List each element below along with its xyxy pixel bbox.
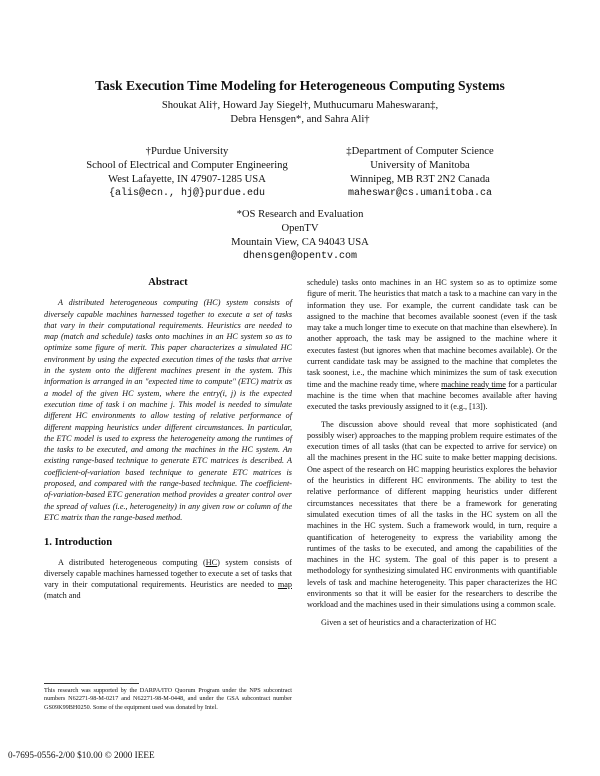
affiliation-email: {alis@ecn., hj@}purdue.edu bbox=[108, 188, 266, 199]
affiliation-line: West Lafayette, IN 47907-1285 USA bbox=[108, 174, 266, 185]
affiliation-opentv bbox=[0, 208, 600, 264]
affiliation-manitoba bbox=[300, 145, 540, 201]
affiliation-line: OpenTV bbox=[281, 223, 319, 234]
abstract-text: A distributed heterogeneous computing (HC) system consists of diversely capable machines harnessed together to execute a set of tasks that vary in their computational requirements. Heuristics are needed to map (match and schedule) tasks onto machines in an HC system so as to optimize some figure of merit. This paper characterizes a simulated HC environment by using the expected execution times of the tasks that arrive in the system onto the different machines present in the system. This information is arranged in an "expected time to compute" (ETC) matrix as a model of the given HC system, where the entry(i, j) is the expected execution time of task i on machine j. This model is needed to simulate different HC environments to allow testing of relative performance of different mapping heuristics under different circumstances. In particular, the ETC model is used to express the heterogeneity among the runtimes of the tasks to be executed, and among the machines in the HC system. An existing range-based technique to generate ETC matrices is described. A coefficient-of-variation based technique to generate ETC matrices is proposed, and compared with the range-based technique. The coefficient-of-variation-based ETC generation method provides a greater control over the spread of values (i.e., heterogeneity) in any given row or column of the ETC matrix than the range-based method. bbox=[44, 298, 292, 522]
map-term: map bbox=[277, 580, 292, 590]
footnote-divider bbox=[44, 683, 139, 684]
affiliation-line: School of Electrical and Computer Engineering bbox=[86, 160, 288, 171]
author-list bbox=[0, 99, 600, 127]
author-line-1: Shoukat Ali†, Howard Jay Siegel†, Muthucumaru Maheswaran‡, bbox=[161, 100, 439, 111]
affiliation-purdue bbox=[62, 145, 312, 201]
right-column bbox=[307, 277, 557, 628]
introduction-paragraph bbox=[44, 557, 292, 602]
text-run: for a particular machine is the time when that machine becomes available after having executed the tasks previously assigned to it (e.g., [13]). bbox=[307, 379, 557, 412]
affiliation-line: University of Manitoba bbox=[370, 160, 470, 171]
introduction-heading: 1. Introduction bbox=[44, 537, 113, 549]
left-column bbox=[44, 277, 292, 602]
text-run: ) system consists of diversely capable machines harnessed together to execute a set of tasks that vary in their computational requirements. Heuristics are needed to bbox=[44, 557, 292, 590]
hc-term: HC bbox=[205, 557, 218, 567]
affiliation-line: †Purdue University bbox=[145, 146, 229, 157]
body-paragraph: The discussion above should reveal that more sophisticated (and possibly wiser) approaches to the mapping problem require estimates of the execution times of all tasks (that can be expected to arrive for service) on all the machines present in the HC suite to make better mapping decisions. One aspect of the research on HC mapping heuristics explores the behavior of the heuristics in different HC environments. The ability to test the relative performance of different mapping heuristics under different circumstances necessitates that there be a framework for generating simulated execution times of all the tasks in the HC system on all the machines in the HC system. Such a framework would, in turn, require a quantification of heterogeneity to express the variability among the runtimes of the tasks to be executed, and among the capabilities of the machines in the HC system. The goal of this paper is to present a methodology for synthesizing simulated HC environments with quantifiable levels of task and machine heterogeneity. This paper characterizes the HC environments so that it will be easier for the researchers to describe the workload and the machines used in their simulations using a common scale. bbox=[307, 419, 557, 610]
author-line-2: Debra Hensgen*, and Sahra Ali† bbox=[230, 114, 370, 125]
copyright-notice: 0-7695-0556-2/00 $10.00 © 2000 IEEE bbox=[8, 750, 155, 760]
body-paragraph bbox=[307, 277, 557, 413]
affiliation-email: dhensgen@opentv.com bbox=[242, 251, 358, 262]
paper-title: Task Execution Time Modeling for Heterogeneous Computing Systems bbox=[95, 78, 505, 93]
affiliation-line: Winnipeg, MB R3T 2N2 Canada bbox=[350, 174, 490, 185]
text-run: schedule) tasks onto machines in an HC system so as to optimize some figure of merit. The heuristics that match a task to a machine can vary in the information they use. For example, the current candidate task can be assigned to the machine that becomes available soonest (even if the task may take a much longer time to execute on that machine than elsewhere). In another approach, the task may be assigned to the machine where it executes fastest (but ignores when that machine becomes available). Or the current candidate task may be assigned to the machine that completes the task soonest, i.e., the machine which minimizes the sum of task execution time and the machine ready time, where bbox=[307, 278, 557, 389]
footnote: This research was supported by the DARPA/ITO Quorum Program under the NPS subcontract numbers N62271-98-M-0217 and N62271-98-M-0448, and under the GSA subcontract number GS09K99BH0250. Some of the equipment used was donated by Intel. bbox=[44, 687, 292, 711]
affiliation-line: *OS Research and Evaluation bbox=[236, 209, 364, 220]
body-paragraph: Given a set of heuristics and a characterization of HC bbox=[321, 617, 497, 627]
affiliation-email: maheswar@cs.umanitoba.ca bbox=[347, 188, 493, 199]
machine-ready-time-term: machine ready time bbox=[441, 379, 506, 389]
text-run: A distributed heterogeneous computing ( bbox=[58, 557, 206, 567]
affiliation-line: Mountain View, CA 94043 USA bbox=[231, 237, 369, 248]
text-run: (match and bbox=[44, 591, 81, 601]
affiliation-line: ‡Department of Computer Science bbox=[346, 146, 494, 157]
abstract-heading: Abstract bbox=[148, 277, 188, 288]
